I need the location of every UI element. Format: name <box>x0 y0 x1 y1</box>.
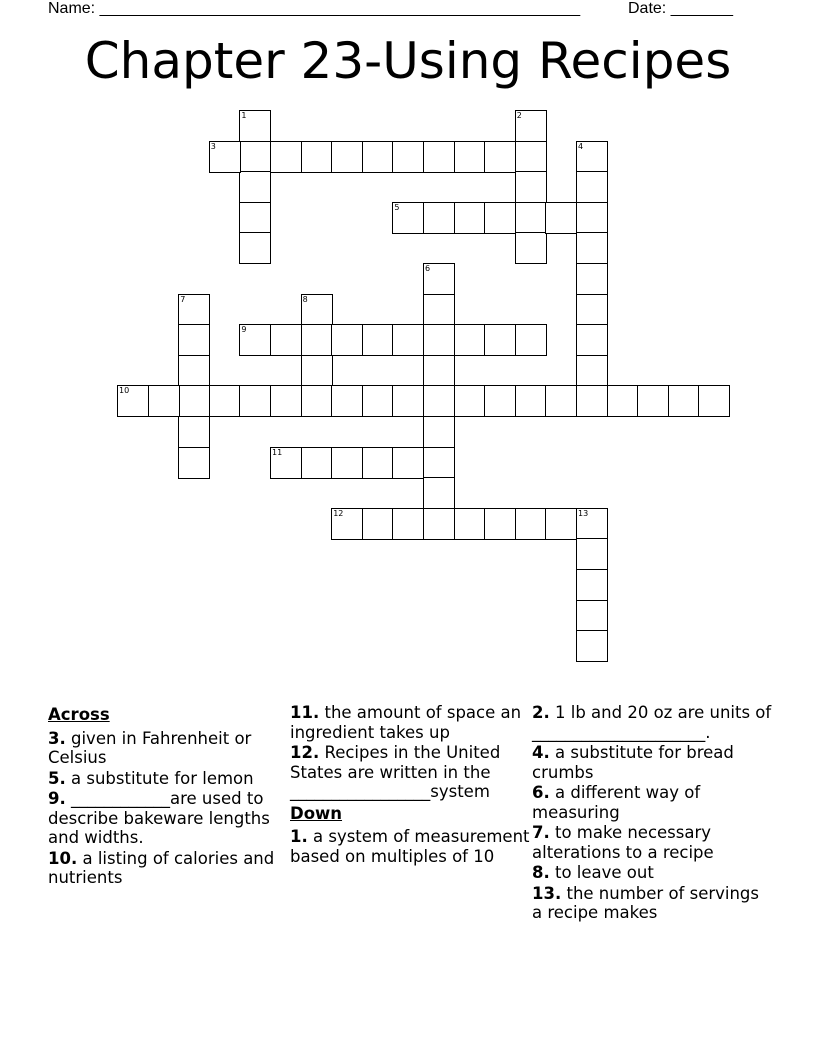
grid-cell[interactable] <box>576 171 608 203</box>
clue-number-label: 7 <box>180 294 186 304</box>
grid-cell[interactable] <box>515 110 547 142</box>
clue-number-label: 5 <box>394 202 400 212</box>
grid-cell[interactable] <box>392 324 424 356</box>
clue-number-label: 13 <box>578 508 589 518</box>
grid-cell[interactable] <box>362 141 394 173</box>
grid-cell[interactable] <box>270 141 302 173</box>
clue-number-label: 9 <box>241 325 247 335</box>
grid-cell[interactable] <box>392 508 424 540</box>
grid-cell[interactable] <box>423 447 455 479</box>
grid-cell[interactable] <box>545 385 577 417</box>
grid-cell[interactable] <box>331 508 363 540</box>
grid-cell[interactable] <box>515 508 547 540</box>
grid-cell[interactable] <box>576 202 608 234</box>
grid-cell[interactable] <box>484 202 516 234</box>
grid-cell[interactable] <box>239 232 271 264</box>
clue-text: the amount of space an ingredient takes up <box>290 703 522 742</box>
grid-cell[interactable] <box>178 355 210 387</box>
grid-cell[interactable] <box>515 232 547 264</box>
grid-cell[interactable] <box>331 447 363 479</box>
clue-number: 6. <box>532 783 550 802</box>
grid-cell[interactable] <box>423 477 455 509</box>
clue-across-3 <box>48 729 288 768</box>
grid-cell[interactable] <box>209 385 241 417</box>
clue-text: a listing of calories and nutrients <box>48 848 275 887</box>
clue-number-label: 11 <box>272 447 283 457</box>
grid-cell[interactable] <box>423 416 455 448</box>
grid-cell[interactable] <box>392 447 424 479</box>
clue-number-label: 4 <box>578 141 584 151</box>
grid-cell[interactable] <box>178 416 210 448</box>
grid-cell[interactable] <box>668 385 700 417</box>
clue-number: 8. <box>532 863 550 882</box>
grid-cell[interactable] <box>239 141 271 173</box>
clue-number-label: 6 <box>425 264 431 273</box>
grid-cell[interactable] <box>637 385 669 417</box>
clue-text: given in Fahrenheit or Celsius <box>48 728 252 767</box>
clue-down-1 <box>290 827 530 866</box>
grid-cell[interactable] <box>423 141 455 173</box>
clue-across-9 <box>48 789 288 848</box>
grid-cell[interactable] <box>270 447 302 479</box>
grid-cell[interactable] <box>545 202 577 234</box>
grid-cell[interactable] <box>515 141 547 173</box>
grid-cell[interactable] <box>239 110 271 142</box>
grid-cell[interactable] <box>239 324 271 356</box>
clue-number: 5. <box>48 768 66 788</box>
grid-cell[interactable] <box>576 232 608 264</box>
grid-cell[interactable] <box>331 141 363 173</box>
clue-text: Recipes in the United States are written in the _________________system <box>290 743 501 801</box>
grid-cell[interactable] <box>576 294 608 326</box>
down-heading: Down <box>290 803 343 823</box>
clue-across-10 <box>48 849 288 888</box>
grid-cell[interactable] <box>576 508 608 540</box>
grid-cell[interactable] <box>209 141 241 173</box>
grid-cell[interactable] <box>178 324 210 356</box>
clue-column-2 <box>290 703 530 867</box>
clue-down-7 <box>532 823 772 862</box>
grid-cell[interactable] <box>454 385 486 417</box>
clue-across-5 <box>48 769 288 789</box>
clue-number-label: 10 <box>119 386 130 396</box>
grid-cell[interactable] <box>301 355 333 387</box>
grid-cell[interactable] <box>301 385 333 417</box>
clue-number-label: 2 <box>516 111 522 120</box>
grid-cell[interactable] <box>484 508 516 540</box>
grid-cell[interactable] <box>545 508 577 540</box>
grid-cell[interactable] <box>362 385 394 417</box>
grid-cell[interactable] <box>576 600 608 632</box>
clue-number: 7. <box>532 823 550 842</box>
clue-across-12 <box>290 743 530 802</box>
clue-number-label: 1 <box>241 111 247 120</box>
clue-text: a substitute for lemon <box>65 768 254 788</box>
grid-cell[interactable] <box>698 385 730 417</box>
grid-cell[interactable] <box>301 324 333 356</box>
grid-cell[interactable] <box>576 630 608 662</box>
grid-cell[interactable] <box>576 385 608 417</box>
grid-cell[interactable] <box>392 385 424 417</box>
grid-cell[interactable] <box>484 141 516 173</box>
grid-cell[interactable] <box>423 294 455 326</box>
grid-cell[interactable] <box>423 355 455 387</box>
grid-cell[interactable] <box>607 385 639 417</box>
grid-cell[interactable] <box>178 447 210 479</box>
clue-down-13 <box>532 884 772 923</box>
clue-number: 13. <box>532 883 562 903</box>
grid-cell[interactable] <box>454 324 486 356</box>
grid-cell[interactable] <box>576 141 608 173</box>
clue-text: a system of measurement based on multiples of 10 <box>290 827 530 866</box>
date-field-label[interactable]: Date: _______ <box>628 0 733 17</box>
across-heading: Across <box>48 705 110 724</box>
grid-cell[interactable] <box>178 385 210 417</box>
grid-cell[interactable] <box>576 263 608 295</box>
clue-number: 2. <box>532 703 550 722</box>
grid-cell[interactable] <box>270 324 302 356</box>
grid-cell[interactable] <box>392 202 424 234</box>
clue-number: 9. <box>48 789 66 808</box>
grid-cell[interactable] <box>484 324 516 356</box>
clue-number: 10. <box>48 848 78 868</box>
grid-cell[interactable] <box>301 447 333 479</box>
clue-number: 4. <box>532 743 550 762</box>
grid-cell[interactable] <box>515 202 547 234</box>
grid-cell[interactable] <box>515 324 547 356</box>
grid-cell[interactable] <box>117 385 149 417</box>
clue-number: 12. <box>290 743 320 762</box>
grid-cell[interactable] <box>270 385 302 417</box>
grid-cell[interactable] <box>484 385 516 417</box>
grid-cell[interactable] <box>454 141 486 173</box>
grid-cell[interactable] <box>301 294 333 326</box>
name-field-label[interactable]: Name: ______________________________________________________ <box>48 0 581 17</box>
clue-text: a different way of measuring <box>532 783 701 822</box>
clue-number: 1. <box>290 827 308 846</box>
grid-cell[interactable] <box>423 508 455 540</box>
grid-cell[interactable] <box>423 324 455 356</box>
clue-text: to leave out <box>549 863 654 882</box>
grid-cell[interactable] <box>423 385 455 417</box>
grid-cell[interactable] <box>423 263 455 295</box>
grid-cell[interactable] <box>576 569 608 601</box>
clue-column-3 <box>532 703 772 924</box>
grid-cell[interactable] <box>362 447 394 479</box>
grid-cell[interactable] <box>576 538 608 570</box>
clue-number: 3. <box>48 728 66 748</box>
grid-cell[interactable] <box>239 202 271 234</box>
grid-cell[interactable] <box>239 385 271 417</box>
grid-cell[interactable] <box>239 171 271 203</box>
clue-down-6 <box>532 783 772 822</box>
grid-cell[interactable] <box>515 171 547 203</box>
grid-cell[interactable] <box>515 385 547 417</box>
clue-down-8 <box>532 863 772 883</box>
clue-number-label: 12 <box>333 508 344 518</box>
grid-cell[interactable] <box>301 141 333 173</box>
clue-column-1 <box>48 703 288 889</box>
clue-down-2 <box>532 703 772 742</box>
grid-cell[interactable] <box>148 385 180 417</box>
clue-text: 1 lb and 20 oz are units of _____________________. <box>532 703 772 742</box>
grid-cell[interactable] <box>576 355 608 387</box>
grid-cell[interactable] <box>576 324 608 356</box>
grid-cell[interactable] <box>362 508 394 540</box>
grid-cell[interactable] <box>362 324 394 356</box>
clue-text: the number of servings a recipe makes <box>532 883 760 922</box>
clue-number-label: 3 <box>210 141 216 151</box>
clue-across-11 <box>290 703 530 742</box>
clue-text: ____________are used to describe bakeware lengths and widths. <box>48 789 270 847</box>
grid-cell[interactable] <box>331 324 363 356</box>
clue-text: to make necessary alterations to a recipe <box>532 823 714 862</box>
clue-number-label: 8 <box>302 294 308 304</box>
grid-cell[interactable] <box>454 508 486 540</box>
page-title: Chapter 23-Using Recipes <box>84 32 732 90</box>
grid-cell[interactable] <box>331 385 363 417</box>
grid-cell[interactable] <box>178 294 210 326</box>
grid-cell[interactable] <box>392 141 424 173</box>
grid-cell[interactable] <box>454 202 486 234</box>
clue-down-4 <box>532 743 772 782</box>
clue-text: a substitute for bread crumbs <box>532 743 734 782</box>
grid-cell[interactable] <box>423 202 455 234</box>
clue-number: 11. <box>290 703 320 722</box>
